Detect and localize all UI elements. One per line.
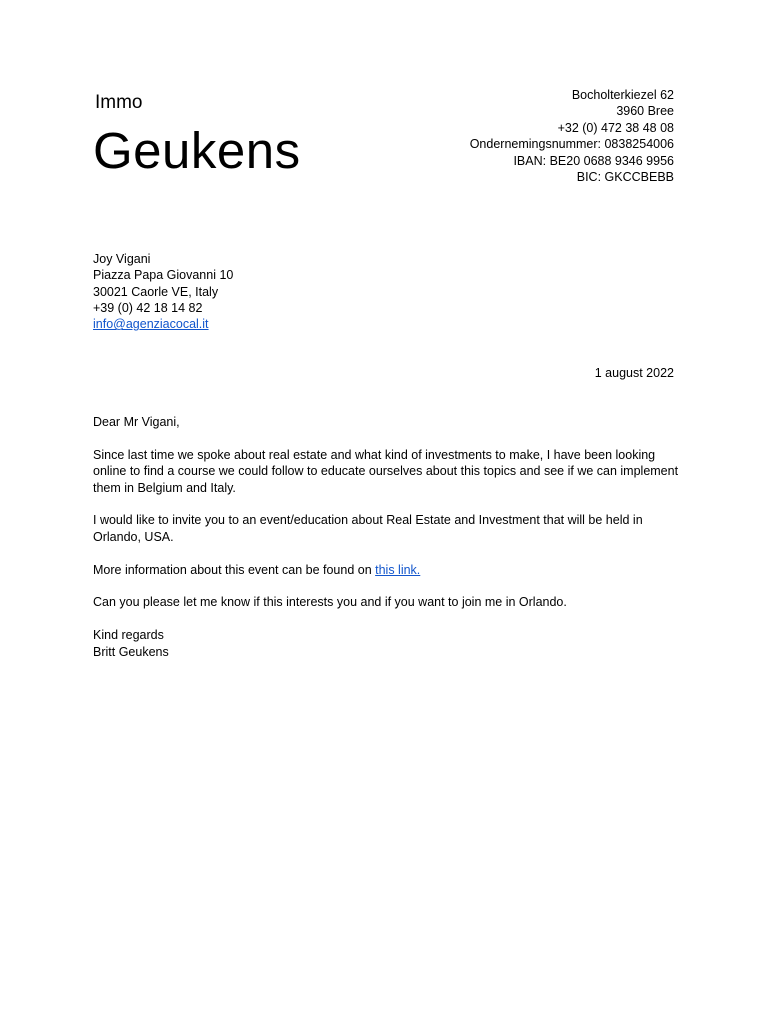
sender-bic: BIC: GKCCBEBB — [576, 170, 674, 185]
paragraph-intro: Since last time we spoke about real estate and what kind of investments to make, I have been looking online to find a course we could follow to educate ourselves about this topics and see if we can implement them in Belgium and Italy. — [93, 447, 679, 495]
recipient-phone: +39 (0) 42 18 14 82 — [93, 300, 203, 315]
closing: Kind regards — [93, 628, 164, 643]
recipient-address-block — [93, 251, 233, 332]
more-info-text: More information about this event can be found on — [93, 562, 376, 577]
paragraph-more-info — [93, 562, 679, 578]
logo-name: Geukens — [93, 122, 301, 179]
paragraph-invitation: I would like to invite you to an event/education about Real Estate and Investment that will be held in Orlando, USA. — [93, 513, 643, 544]
recipient-email-link[interactable]: info@agenziacocal.it — [93, 317, 209, 332]
logo-prefix: Immo — [95, 92, 143, 113]
signature: Britt Geukens — [93, 644, 169, 659]
sender-phone: +32 (0) 472 38 48 08 — [557, 120, 674, 135]
paragraph-request: Can you please let me know if this interests you and if you want to join me in Orlando. — [93, 595, 567, 610]
sender-street: Bocholterkiezel 62 — [571, 88, 674, 102]
event-link[interactable]: this link. — [375, 562, 421, 577]
letter-body — [93, 414, 679, 660]
recipient-name: Joy Vigani — [93, 252, 151, 266]
recipient-city: 30021 Caorle VE, Italy — [93, 284, 219, 299]
sender-company-number: Ondernemingsnummer: 0838254006 — [469, 137, 674, 152]
sender-iban: IBAN: BE20 0688 9346 9956 — [513, 153, 674, 168]
sender-city: 3960 Bree — [616, 104, 674, 119]
recipient-street: Piazza Papa Giovanni 10 — [93, 268, 234, 283]
sender-address-block — [470, 87, 674, 185]
salutation: Dear Mr Vigani, — [93, 415, 180, 429]
letter-date: 1 august 2022 — [594, 366, 674, 380]
